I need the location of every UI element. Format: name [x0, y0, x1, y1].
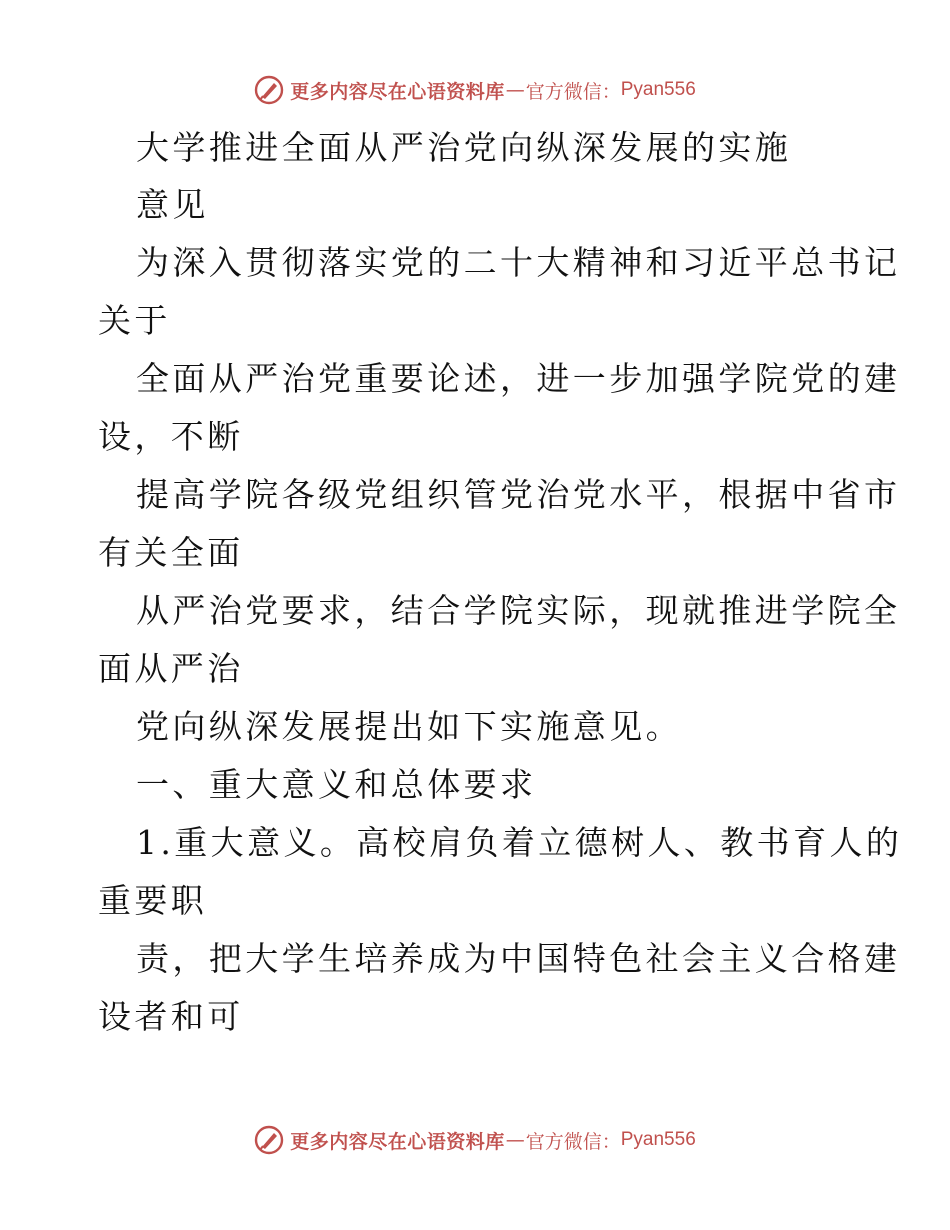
- paragraph-line: 全面从严治党重要论述，进一步加强学院党的建: [136, 359, 901, 398]
- header-banner: [0, 70, 950, 110]
- paragraph-line: 设者和可: [98, 997, 244, 1036]
- quill-logo-icon: [254, 1125, 284, 1155]
- paragraph-line: 有关全面: [98, 533, 244, 572]
- paragraph-line: 从严治党要求，结合学院实际，现就推进学院全: [136, 591, 901, 630]
- paragraph-line: 责，把大学生培养成为中国特色社会主义合格建: [136, 939, 901, 978]
- banner-wechat-label: 官方微信：: [525, 1130, 621, 1153]
- footer-banner: [0, 1120, 950, 1160]
- section-heading: 一、重大意义和总体要求: [136, 765, 537, 804]
- banner-text: 更多内容尽在心语资料库: [290, 1130, 505, 1153]
- paragraph-line: 为深入贯彻落实党的二十大精神和习近平总书记: [136, 243, 901, 282]
- paragraph-line: 设，不断: [98, 417, 244, 456]
- banner-separator: —: [505, 1129, 525, 1151]
- banner-wechat-id: Pyan556: [620, 1129, 696, 1150]
- banner-wechat-id: Pyan556: [620, 79, 696, 100]
- paragraph-line: 党向纵深发展提出如下实施意见。: [136, 707, 682, 746]
- banner-wechat-label: 官方微信：: [525, 80, 621, 103]
- doc-title-line: 意见: [136, 185, 209, 224]
- banner-separator: —: [505, 79, 525, 101]
- paragraph-line: 提高学院各级党组织管党治党水平，根据中省市: [136, 475, 901, 514]
- banner-text: 更多内容尽在心语资料库: [290, 80, 505, 103]
- paragraph-line: 面从严治: [98, 649, 244, 688]
- quill-logo-icon: [254, 75, 284, 105]
- paragraph-line: 重要职: [98, 881, 208, 920]
- paragraph-line: 关于: [98, 301, 171, 340]
- doc-title-line: 大学推进全面从严治党向纵深发展的实施: [136, 128, 792, 167]
- paragraph-line: 1.重大意义。高校肩负着立德树人、教书育人的: [136, 823, 903, 862]
